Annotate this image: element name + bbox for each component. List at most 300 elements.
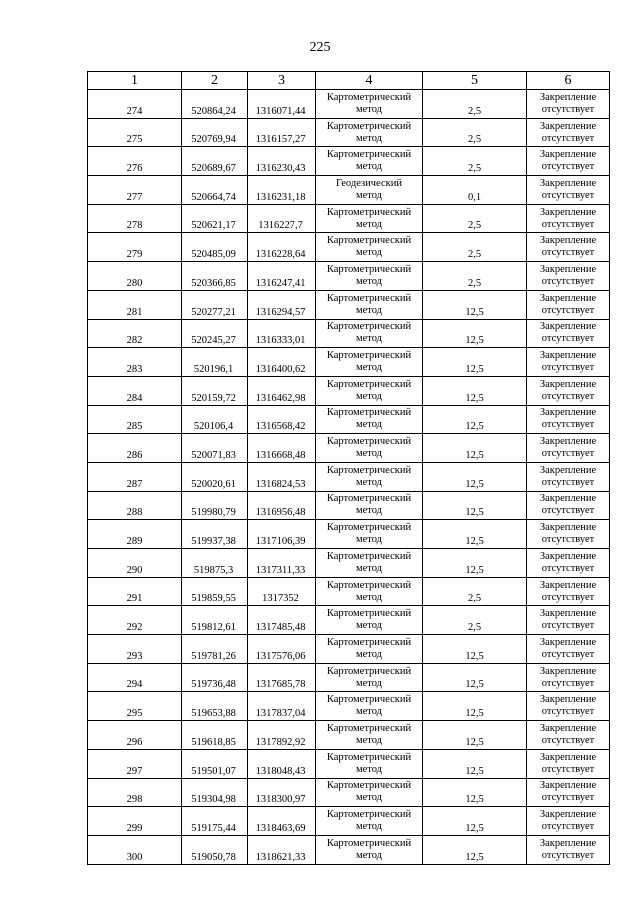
fixation-line: отсутствует — [541, 218, 595, 230]
point-number-cell: 296 — [88, 721, 182, 750]
method-line: Геодезический — [336, 177, 402, 189]
method-line: Картометрический — [326, 464, 412, 476]
fixation-line: отсутствует — [541, 333, 595, 345]
fixation-line: Закрепление — [539, 436, 597, 448]
table-row — [88, 233, 610, 262]
point-number-cell: 280 — [88, 262, 182, 291]
x-coordinate-cell: 520689,67 — [182, 147, 248, 176]
method-line: Картометрический — [326, 665, 412, 677]
method-line: Картометрический — [326, 149, 412, 161]
y-coordinate-cell: 1316400,62 — [248, 348, 316, 377]
point-number-cell: 281 — [88, 290, 182, 319]
accuracy-cell: 12,5 — [423, 462, 527, 491]
method-line: Картометрический — [326, 235, 412, 247]
method-cell — [316, 835, 423, 864]
accuracy-cell: 2,5 — [423, 90, 527, 119]
fixation-line: Закрепление — [539, 608, 597, 620]
fixation-cell — [527, 549, 610, 578]
method-line: метод — [355, 562, 383, 574]
y-coordinate-cell: 1316462,98 — [248, 376, 316, 405]
method-line: Картометрический — [326, 780, 412, 792]
method-cell — [316, 577, 423, 606]
accuracy-cell: 2,5 — [423, 233, 527, 262]
table-row — [88, 434, 610, 463]
point-number-cell: 289 — [88, 520, 182, 549]
accuracy-cell: 12,5 — [423, 319, 527, 348]
fixation-line: отсутствует — [541, 304, 595, 316]
fixation-cell — [527, 376, 610, 405]
method-line: метод — [355, 333, 383, 345]
point-number-cell: 300 — [88, 835, 182, 864]
method-line: Картометрический — [326, 206, 412, 218]
fixation-line: Закрепление — [539, 522, 597, 534]
fixation-line: отсутствует — [541, 763, 595, 775]
accuracy-cell: 12,5 — [423, 491, 527, 520]
y-coordinate-cell: 1316668,48 — [248, 434, 316, 463]
fixation-line: Закрепление — [539, 665, 597, 677]
point-number-cell: 286 — [88, 434, 182, 463]
method-line: Картометрический — [326, 292, 412, 304]
accuracy-cell: 12,5 — [423, 434, 527, 463]
point-number-cell: 290 — [88, 549, 182, 578]
table-body — [88, 90, 610, 865]
method-line: метод — [355, 763, 383, 775]
accuracy-cell: 12,5 — [423, 835, 527, 864]
fixation-line: Закрепление — [539, 235, 597, 247]
method-line: метод — [355, 648, 383, 660]
method-cell — [316, 90, 423, 119]
table-row — [88, 549, 610, 578]
accuracy-cell: 12,5 — [423, 549, 527, 578]
point-number-cell: 297 — [88, 749, 182, 778]
accuracy-cell: 12,5 — [423, 635, 527, 664]
x-coordinate-cell: 519618,85 — [182, 721, 248, 750]
accuracy-cell: 12,5 — [423, 663, 527, 692]
fixation-line: отсутствует — [541, 448, 595, 460]
table-row — [88, 319, 610, 348]
method-cell — [316, 176, 423, 205]
fixation-line: отсутствует — [541, 161, 595, 173]
fixation-line: отсутствует — [541, 362, 595, 374]
fixation-line: отсутствует — [541, 562, 595, 574]
method-line: Картометрический — [326, 350, 412, 362]
table-header-row — [88, 72, 610, 90]
point-number-cell: 274 — [88, 90, 182, 119]
fixation-line: Закрепление — [539, 292, 597, 304]
method-line: Картометрический — [326, 636, 412, 648]
y-coordinate-cell: 1316231,18 — [248, 176, 316, 205]
fixation-cell — [527, 290, 610, 319]
method-line: Картометрический — [326, 263, 412, 275]
y-coordinate-cell: 1316228,64 — [248, 233, 316, 262]
y-coordinate-cell: 1317685,78 — [248, 663, 316, 692]
fixation-line: Закрепление — [539, 407, 597, 419]
fixation-line: Закрепление — [539, 780, 597, 792]
accuracy-cell: 12,5 — [423, 749, 527, 778]
y-coordinate-cell: 1316568,42 — [248, 405, 316, 434]
fixation-cell — [527, 262, 610, 291]
method-cell — [316, 348, 423, 377]
x-coordinate-cell: 519304,98 — [182, 778, 248, 807]
fixation-cell — [527, 807, 610, 836]
y-coordinate-cell: 1316294,57 — [248, 290, 316, 319]
point-number-cell: 275 — [88, 118, 182, 147]
accuracy-cell: 0,1 — [423, 176, 527, 205]
accuracy-cell: 12,5 — [423, 778, 527, 807]
method-line: метод — [355, 390, 383, 402]
point-number-cell: 278 — [88, 204, 182, 233]
method-cell — [316, 118, 423, 147]
method-cell — [316, 778, 423, 807]
table-row — [88, 520, 610, 549]
method-line: метод — [355, 275, 383, 287]
x-coordinate-cell: 519653,88 — [182, 692, 248, 721]
point-number-cell: 284 — [88, 376, 182, 405]
method-line: метод — [355, 161, 383, 173]
method-line: метод — [355, 419, 383, 431]
accuracy-cell: 2,5 — [423, 147, 527, 176]
table-row — [88, 147, 610, 176]
y-coordinate-cell: 1318463,69 — [248, 807, 316, 836]
method-line: метод — [355, 476, 383, 488]
fixation-line: Закрепление — [539, 120, 597, 132]
table-row — [88, 778, 610, 807]
x-coordinate-cell: 520621,17 — [182, 204, 248, 233]
accuracy-cell: 12,5 — [423, 520, 527, 549]
table-row — [88, 90, 610, 119]
table-row — [88, 721, 610, 750]
method-line: Картометрический — [326, 378, 412, 390]
point-number-cell: 283 — [88, 348, 182, 377]
x-coordinate-cell: 519781,26 — [182, 635, 248, 664]
method-line: Картометрический — [326, 407, 412, 419]
method-cell — [316, 233, 423, 262]
method-line: метод — [355, 247, 383, 259]
x-coordinate-cell: 519980,79 — [182, 491, 248, 520]
method-line: метод — [355, 734, 383, 746]
y-coordinate-cell: 1318300,97 — [248, 778, 316, 807]
y-coordinate-cell: 1316247,41 — [248, 262, 316, 291]
fixation-line: отсутствует — [541, 103, 595, 115]
method-line: метод — [355, 218, 383, 230]
accuracy-cell: 12,5 — [423, 721, 527, 750]
method-cell — [316, 606, 423, 635]
method-cell — [316, 434, 423, 463]
fixation-cell — [527, 577, 610, 606]
x-coordinate-cell: 519875,3 — [182, 549, 248, 578]
fixation-cell — [527, 90, 610, 119]
x-coordinate-cell: 520366,85 — [182, 262, 248, 291]
method-cell — [316, 290, 423, 319]
table-row — [88, 635, 610, 664]
fixation-line: Закрепление — [539, 694, 597, 706]
fixation-line: Закрепление — [539, 722, 597, 734]
fixation-cell — [527, 176, 610, 205]
method-cell — [316, 405, 423, 434]
method-line: метод — [355, 792, 383, 804]
x-coordinate-cell: 520769,94 — [182, 118, 248, 147]
x-coordinate-cell: 519859,55 — [182, 577, 248, 606]
accuracy-cell: 2,5 — [423, 606, 527, 635]
table-row — [88, 376, 610, 405]
table-row — [88, 118, 610, 147]
method-line: Картометрический — [326, 608, 412, 620]
method-cell — [316, 692, 423, 721]
fixation-line: отсутствует — [541, 476, 595, 488]
method-line: Картометрический — [326, 436, 412, 448]
fixation-cell — [527, 520, 610, 549]
accuracy-cell: 2,5 — [423, 204, 527, 233]
x-coordinate-cell: 519812,61 — [182, 606, 248, 635]
table-row — [88, 692, 610, 721]
method-line: метод — [355, 849, 383, 861]
method-line: метод — [355, 706, 383, 718]
method-line: метод — [355, 821, 383, 833]
method-line: Картометрический — [326, 91, 412, 103]
x-coordinate-cell: 520020,61 — [182, 462, 248, 491]
method-line: Картометрический — [326, 120, 412, 132]
point-number-cell: 276 — [88, 147, 182, 176]
y-coordinate-cell: 1317106,39 — [248, 520, 316, 549]
fixation-cell — [527, 319, 610, 348]
method-line: метод — [355, 534, 383, 546]
x-coordinate-cell: 520159,72 — [182, 376, 248, 405]
table-row — [88, 835, 610, 864]
table-row — [88, 405, 610, 434]
fixation-line: отсутствует — [541, 706, 595, 718]
fixation-line: Закрепление — [539, 579, 597, 591]
method-line: метод — [355, 304, 383, 316]
x-coordinate-cell: 519050,78 — [182, 835, 248, 864]
fixation-line: Закрепление — [539, 177, 597, 189]
fixation-cell — [527, 663, 610, 692]
method-line: метод — [355, 103, 383, 115]
fixation-cell — [527, 348, 610, 377]
method-line: метод — [355, 591, 383, 603]
fixation-cell — [527, 721, 610, 750]
accuracy-cell: 2,5 — [423, 118, 527, 147]
fixation-cell — [527, 462, 610, 491]
fixation-cell — [527, 606, 610, 635]
fixation-line: Закрепление — [539, 751, 597, 763]
method-cell — [316, 376, 423, 405]
fixation-line: отсутствует — [541, 677, 595, 689]
method-line: Картометрический — [326, 550, 412, 562]
table-row — [88, 807, 610, 836]
method-line: Картометрический — [326, 751, 412, 763]
y-coordinate-cell: 1316227,7 — [248, 204, 316, 233]
fixation-line: Закрепление — [539, 321, 597, 333]
table-row — [88, 491, 610, 520]
table-row — [88, 348, 610, 377]
fixation-cell — [527, 434, 610, 463]
x-coordinate-cell: 520277,21 — [182, 290, 248, 319]
method-cell — [316, 721, 423, 750]
fixation-line: отсутствует — [541, 247, 595, 259]
method-cell — [316, 319, 423, 348]
fixation-line: отсутствует — [541, 419, 595, 431]
y-coordinate-cell: 1317311,33 — [248, 549, 316, 578]
fixation-line: отсутствует — [541, 849, 595, 861]
method-line: Картометрический — [326, 522, 412, 534]
column-header: 3 — [248, 72, 316, 90]
fixation-cell — [527, 405, 610, 434]
x-coordinate-cell: 520106,4 — [182, 405, 248, 434]
accuracy-cell: 12,5 — [423, 692, 527, 721]
fixation-line: отсутствует — [541, 189, 595, 201]
x-coordinate-cell: 519736,48 — [182, 663, 248, 692]
fixation-line: отсутствует — [541, 275, 595, 287]
y-coordinate-cell: 1316333,01 — [248, 319, 316, 348]
method-cell — [316, 663, 423, 692]
y-coordinate-cell: 1317892,92 — [248, 721, 316, 750]
method-line: метод — [355, 362, 383, 374]
y-coordinate-cell: 1318621,33 — [248, 835, 316, 864]
fixation-line: отсутствует — [541, 591, 595, 603]
method-cell — [316, 749, 423, 778]
column-header: 1 — [88, 72, 182, 90]
fixation-line: Закрепление — [539, 149, 597, 161]
y-coordinate-cell: 1316824,53 — [248, 462, 316, 491]
page-number: 225 — [309, 40, 331, 55]
method-line: Картометрический — [326, 321, 412, 333]
point-number-cell: 292 — [88, 606, 182, 635]
table-row — [88, 577, 610, 606]
method-line: Картометрический — [326, 809, 412, 821]
method-line: Картометрический — [326, 694, 412, 706]
fixation-line: Закрепление — [539, 350, 597, 362]
point-number-cell: 293 — [88, 635, 182, 664]
accuracy-cell: 2,5 — [423, 262, 527, 291]
method-line: Картометрический — [326, 579, 412, 591]
method-cell — [316, 204, 423, 233]
fixation-line: Закрепление — [539, 636, 597, 648]
table-row — [88, 462, 610, 491]
point-number-cell: 298 — [88, 778, 182, 807]
y-coordinate-cell: 1316157,27 — [248, 118, 316, 147]
method-line: Картометрический — [326, 837, 412, 849]
method-cell — [316, 549, 423, 578]
method-line: метод — [355, 189, 383, 201]
y-coordinate-cell: 1317576,06 — [248, 635, 316, 664]
method-cell — [316, 520, 423, 549]
fixation-line: Закрепление — [539, 493, 597, 505]
point-number-cell: 294 — [88, 663, 182, 692]
method-cell — [316, 262, 423, 291]
point-number-cell: 287 — [88, 462, 182, 491]
x-coordinate-cell: 520245,27 — [182, 319, 248, 348]
point-number-cell: 285 — [88, 405, 182, 434]
fixation-line: отсутствует — [541, 534, 595, 546]
column-header: 4 — [316, 72, 423, 90]
fixation-line: отсутствует — [541, 620, 595, 632]
point-number-cell: 295 — [88, 692, 182, 721]
y-coordinate-cell: 1318048,43 — [248, 749, 316, 778]
table-row — [88, 262, 610, 291]
fixation-cell — [527, 635, 610, 664]
point-number-cell: 277 — [88, 176, 182, 205]
table-row — [88, 663, 610, 692]
column-header: 5 — [423, 72, 527, 90]
fixation-cell — [527, 749, 610, 778]
fixation-line: отсутствует — [541, 505, 595, 517]
fixation-cell — [527, 692, 610, 721]
accuracy-cell: 12,5 — [423, 807, 527, 836]
table-row — [88, 606, 610, 635]
x-coordinate-cell: 520485,09 — [182, 233, 248, 262]
point-number-cell: 288 — [88, 491, 182, 520]
fixation-line: Закрепление — [539, 550, 597, 562]
method-line: метод — [355, 505, 383, 517]
accuracy-cell: 2,5 — [423, 577, 527, 606]
method-cell — [316, 807, 423, 836]
fixation-cell — [527, 233, 610, 262]
method-line: Картометрический — [326, 722, 412, 734]
accuracy-cell: 12,5 — [423, 376, 527, 405]
column-header: 6 — [527, 72, 610, 90]
fixation-cell — [527, 491, 610, 520]
method-cell — [316, 491, 423, 520]
fixation-cell — [527, 835, 610, 864]
fixation-line: Закрепление — [539, 206, 597, 218]
point-number-cell: 279 — [88, 233, 182, 262]
fixation-line: отсутствует — [541, 132, 595, 144]
fixation-cell — [527, 778, 610, 807]
method-line: Картометрический — [326, 493, 412, 505]
fixation-line: отсутствует — [541, 792, 595, 804]
y-coordinate-cell: 1317352 — [248, 577, 316, 606]
method-cell — [316, 147, 423, 176]
point-number-cell: 299 — [88, 807, 182, 836]
fixation-line: Закрепление — [539, 263, 597, 275]
fixation-line: отсутствует — [541, 821, 595, 833]
y-coordinate-cell: 1316071,44 — [248, 90, 316, 119]
fixation-line: Закрепление — [539, 464, 597, 476]
table-row — [88, 290, 610, 319]
point-number-cell: 282 — [88, 319, 182, 348]
y-coordinate-cell: 1317485,48 — [248, 606, 316, 635]
accuracy-cell: 12,5 — [423, 290, 527, 319]
x-coordinate-cell: 520864,24 — [182, 90, 248, 119]
x-coordinate-cell: 519175,44 — [182, 807, 248, 836]
fixation-cell — [527, 147, 610, 176]
fixation-line: Закрепление — [539, 378, 597, 390]
x-coordinate-cell: 520664,74 — [182, 176, 248, 205]
point-number-cell: 291 — [88, 577, 182, 606]
method-cell — [316, 635, 423, 664]
table-row — [88, 204, 610, 233]
y-coordinate-cell: 1316956,48 — [248, 491, 316, 520]
fixation-line: отсутствует — [541, 734, 595, 746]
fixation-line: Закрепление — [539, 91, 597, 103]
column-header: 2 — [182, 72, 248, 90]
x-coordinate-cell: 519501,07 — [182, 749, 248, 778]
method-line: метод — [355, 132, 383, 144]
method-cell — [316, 462, 423, 491]
accuracy-cell: 12,5 — [423, 348, 527, 377]
fixation-line: Закрепление — [539, 809, 597, 821]
x-coordinate-cell: 519937,38 — [182, 520, 248, 549]
fixation-line: Закрепление — [539, 837, 597, 849]
method-line: метод — [355, 677, 383, 689]
fixation-line: отсутствует — [541, 648, 595, 660]
method-line: метод — [355, 448, 383, 460]
coordinates-table — [87, 71, 610, 865]
fixation-cell — [527, 118, 610, 147]
y-coordinate-cell: 1316230,43 — [248, 147, 316, 176]
accuracy-cell: 12,5 — [423, 405, 527, 434]
x-coordinate-cell: 520196,1 — [182, 348, 248, 377]
